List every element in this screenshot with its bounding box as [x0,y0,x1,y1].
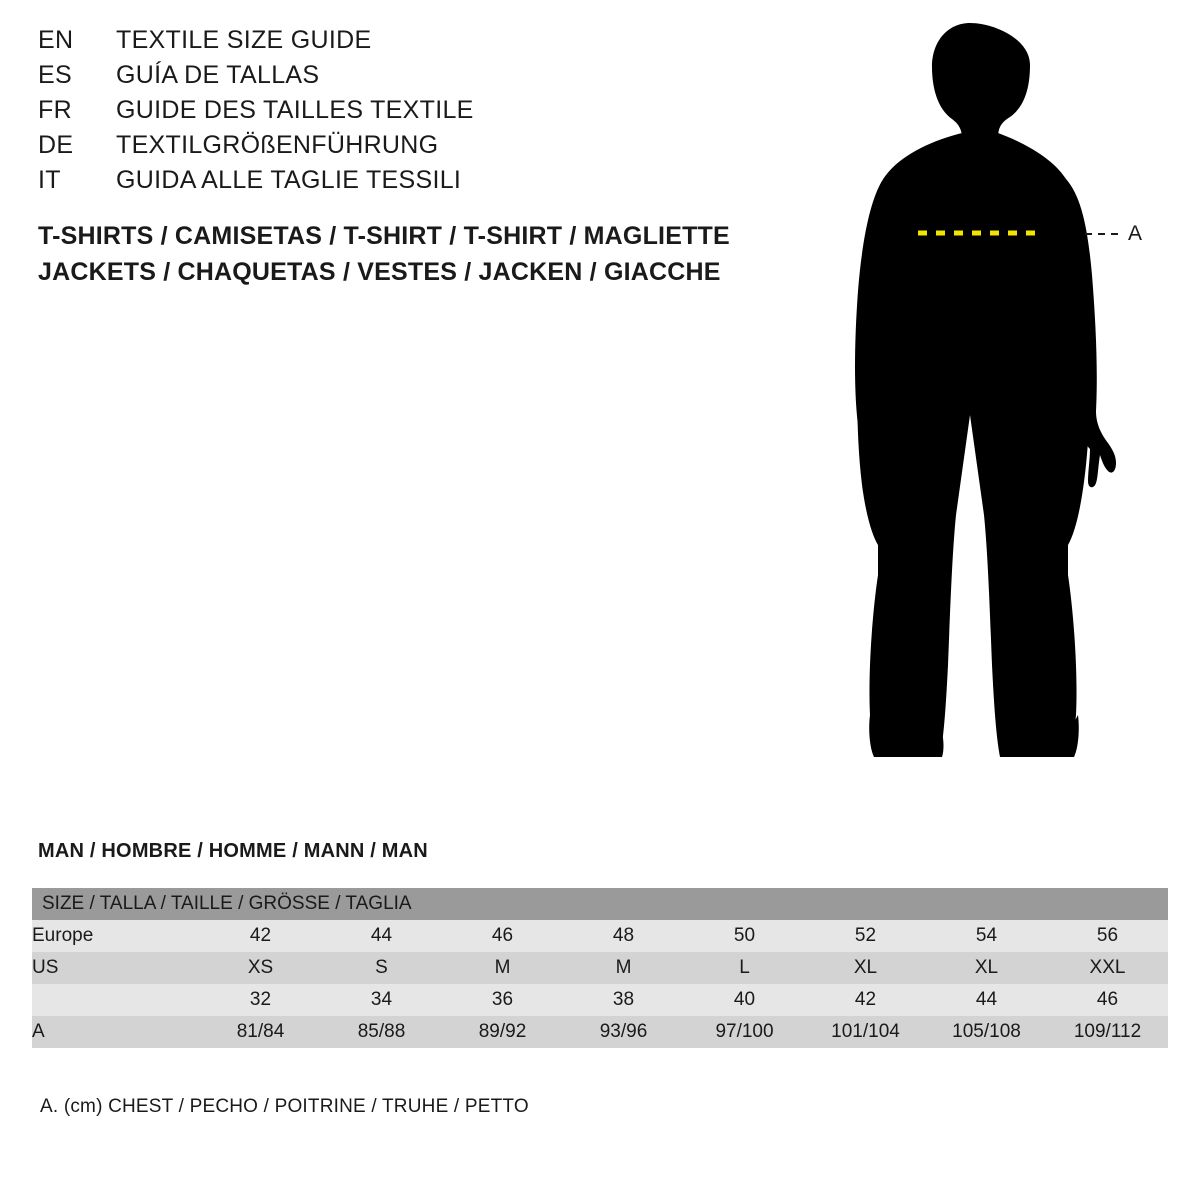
language-row [38,61,738,96]
language-code: EN [38,26,74,54]
table-section-title: MAN / HOMBRE / HOMME / MANN / MAN [38,840,428,862]
table-header-label: SIZE / TALLA / TAILLE / GRÖSSE / TAGLIA [32,888,1168,920]
cell-value: 38 [563,984,684,1016]
category-tshirts: T-SHIRTS / CAMISETAS / T-SHIRT / T-SHIRT / MAGLIETTE [38,222,730,250]
table-row [32,952,1168,984]
cell-value: M [563,952,684,984]
language-code: FR [38,96,72,124]
language-title: GUIDA ALLE TAGLIE TESSILI [116,166,462,194]
row-label: A [32,1016,200,1048]
cell-value: XL [805,952,926,984]
cell-value: 109/112 [1047,1016,1168,1048]
cell-value: 56 [1047,920,1168,952]
language-code: IT [38,166,61,194]
table-row [32,920,1168,952]
language-code: ES [38,61,72,89]
table-header-row [32,888,1168,920]
cell-value: 44 [321,920,442,952]
cell-value: 46 [1047,984,1168,1016]
cell-value: 32 [200,984,321,1016]
cell-value: 52 [805,920,926,952]
language-row [38,166,738,201]
cell-value: 54 [926,920,1047,952]
cell-value: XS [200,952,321,984]
language-code: DE [38,131,74,159]
cell-value: 97/100 [684,1016,805,1048]
language-list [38,26,738,201]
cell-value: XL [926,952,1047,984]
cell-value: 46 [442,920,563,952]
cell-value: 105/108 [926,1016,1047,1048]
cell-value: L [684,952,805,984]
cell-value: 44 [926,984,1047,1016]
row-label: Europe [32,920,200,952]
cell-value: S [321,952,442,984]
body-silhouette [820,15,1180,785]
cell-value: 50 [684,920,805,952]
cell-value: M [442,952,563,984]
row-label [32,984,200,1016]
language-row [38,26,738,61]
cell-value: 40 [684,984,805,1016]
language-row [38,131,738,166]
language-title: GUIDE DES TAILLES TEXTILE [116,96,474,124]
language-title: TEXTILGRÖßENFÜHRUNG [116,131,439,159]
cell-value: 36 [442,984,563,1016]
cell-value: 48 [563,920,684,952]
table-footnote: A. (cm) CHEST / PECHO / POITRINE / TRUHE / PETTO [40,1096,529,1117]
language-title: GUÍA DE TALLAS [116,61,320,89]
cell-value: 93/96 [563,1016,684,1048]
language-row [38,96,738,131]
measure-leader-line [1085,233,1119,235]
measure-label-a: A [1128,222,1143,245]
cell-value: XXL [1047,952,1168,984]
category-jackets: JACKETS / CHAQUETAS / VESTES / JACKEN / GIACCHE [38,258,721,286]
row-label: US [32,952,200,984]
cell-value: 34 [321,984,442,1016]
silhouette-shape [855,23,1116,757]
size-table [32,888,1168,1048]
cell-value: 42 [200,920,321,952]
table-row [32,984,1168,1016]
cell-value: 89/92 [442,1016,563,1048]
table-row [32,1016,1168,1048]
garment-category-list [38,218,798,290]
cell-value: 85/88 [321,1016,442,1048]
cell-value: 101/104 [805,1016,926,1048]
cell-value: 42 [805,984,926,1016]
language-title: TEXTILE SIZE GUIDE [116,26,372,54]
cell-value: 81/84 [200,1016,321,1048]
